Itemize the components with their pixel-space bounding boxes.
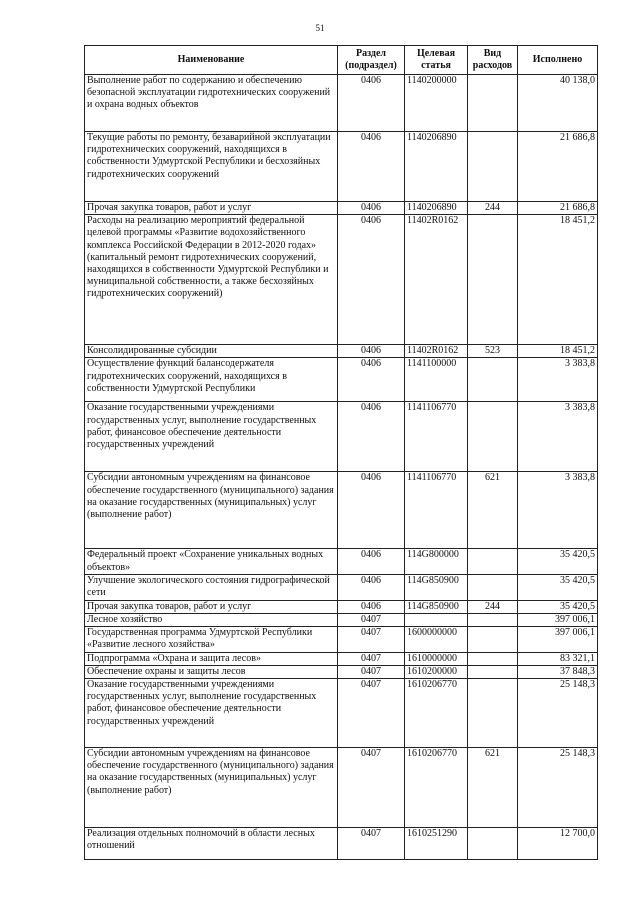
row-name: Выполнение работ по содержанию и обеспечению безопасной эксплуатации гидротехнических сооружений и охрана водных объектов <box>85 75 338 132</box>
row-amount: 3 383,8 <box>518 402 598 472</box>
table-row <box>85 132 598 202</box>
row-kind <box>468 75 518 132</box>
row-amount: 3 383,8 <box>518 472 598 549</box>
row-kind <box>468 574 518 600</box>
header-section: Раздел (подраздел) <box>338 46 405 75</box>
row-kind <box>468 549 518 574</box>
row-amount: 18 451,2 <box>518 215 598 345</box>
row-name: Консолидированные субсидии <box>85 345 338 358</box>
table-row <box>85 627 598 652</box>
row-name: Подпрограмма «Охрана и защита лесов» <box>85 652 338 665</box>
row-amount: 25 148,3 <box>518 679 598 748</box>
row-amount: 35 420,5 <box>518 574 598 600</box>
row-target: 1610206770 <box>405 748 468 828</box>
header-target: Целевая статья <box>405 46 468 75</box>
row-section: 0407 <box>338 665 405 678</box>
row-kind: 244 <box>468 600 518 613</box>
table-row <box>85 549 598 574</box>
row-section: 0406 <box>338 75 405 132</box>
row-name: Текущие работы по ремонту, безаварийной эксплуатации гидротехнических сооружений, находящихся в собственности Удмуртской Республики и бесхозяйных гидротехнических сооружений <box>85 132 338 202</box>
row-amount: 18 451,2 <box>518 345 598 358</box>
row-target: 1610251290 <box>405 828 468 860</box>
table-row <box>85 402 598 472</box>
row-name: Оказание государственными учреждениями государственных услуг, выполнение государственных работ, финансовое обеспечение деятельности государственных учреждений <box>85 402 338 472</box>
table-row <box>85 358 598 402</box>
row-section: 0406 <box>338 215 405 345</box>
row-amount: 397 006,1 <box>518 627 598 652</box>
row-target: 114G800000 <box>405 549 468 574</box>
table-row <box>85 665 598 678</box>
row-target: 1141106770 <box>405 472 468 549</box>
header-name: Наименование <box>85 46 338 75</box>
row-target: 114G850900 <box>405 574 468 600</box>
table-row <box>85 652 598 665</box>
table-row <box>85 679 598 748</box>
row-name: Обеспечение охраны и защиты лесов <box>85 665 338 678</box>
row-kind <box>468 614 518 627</box>
row-section: 0407 <box>338 748 405 828</box>
row-amount: 12 700,0 <box>518 828 598 860</box>
row-name: Прочая закупка товаров, работ и услуг <box>85 202 338 215</box>
table-row <box>85 75 598 132</box>
row-name: Оказание государственными учреждениями государственных услуг, выполнение государственных работ, финансовое обеспечение деятельности государственных учреждений <box>85 679 338 748</box>
row-name: Реализация отдельных полномочий в области лесных отношений <box>85 828 338 860</box>
row-target: 1600000000 <box>405 627 468 652</box>
row-amount: 21 686,8 <box>518 202 598 215</box>
row-amount: 35 420,5 <box>518 549 598 574</box>
table-row <box>85 828 598 860</box>
row-name: Осуществление функций балансодержателя гидротехнических сооружений, находящихся в собственности Удмуртской Республики <box>85 358 338 402</box>
row-amount: 25 148,3 <box>518 748 598 828</box>
row-kind <box>468 652 518 665</box>
row-kind: 621 <box>468 472 518 549</box>
row-kind <box>468 679 518 748</box>
row-kind <box>468 402 518 472</box>
row-section: 0406 <box>338 574 405 600</box>
row-section: 0407 <box>338 627 405 652</box>
table-header-row <box>85 46 598 75</box>
row-name: Субсидии автономным учреждениям на финансовое обеспечение государственного (муниципального) задания на оказание государственных (муниципальных) услуг (выполнение работ) <box>85 472 338 549</box>
row-name: Расходы на реализацию мероприятий федеральной целевой программы «Развитие водохозяйственного комплекса Российской Федерации в 2012-2020 годах» (капитальный ремонт гидротехнических сооружений, находящихся в собственности Удмуртской Республики и муниципальной собственности, а также бесхозяйных гидротехнических сооружений) <box>85 215 338 345</box>
row-amount: 40 138,0 <box>518 75 598 132</box>
row-section: 0406 <box>338 402 405 472</box>
table-row <box>85 215 598 345</box>
table-row <box>85 600 598 613</box>
row-name: Субсидии автономным учреждениям на финансовое обеспечение государственного (муниципального) задания на оказание государственных (муниципальных) услуг (выполнение работ) <box>85 748 338 828</box>
table-row <box>85 574 598 600</box>
row-section: 0407 <box>338 614 405 627</box>
row-section: 0406 <box>338 472 405 549</box>
row-section: 0406 <box>338 202 405 215</box>
row-target <box>405 614 468 627</box>
header-executed: Исполнено <box>518 46 598 75</box>
row-section: 0406 <box>338 132 405 202</box>
table-row <box>85 748 598 828</box>
row-section: 0406 <box>338 345 405 358</box>
row-section: 0407 <box>338 828 405 860</box>
row-target: 1610206770 <box>405 679 468 748</box>
row-section: 0406 <box>338 358 405 402</box>
expenditure-table <box>84 45 598 860</box>
row-kind <box>468 215 518 345</box>
row-kind: 523 <box>468 345 518 358</box>
row-target: 1140200000 <box>405 75 468 132</box>
row-kind <box>468 627 518 652</box>
row-kind <box>468 665 518 678</box>
row-target: 1610200000 <box>405 665 468 678</box>
row-amount: 3 383,8 <box>518 358 598 402</box>
row-target: 1610000000 <box>405 652 468 665</box>
table-row <box>85 345 598 358</box>
row-target: 1140206890 <box>405 132 468 202</box>
row-amount: 37 848,3 <box>518 665 598 678</box>
row-section: 0407 <box>338 679 405 748</box>
page-number: 51 <box>315 23 325 33</box>
row-section: 0406 <box>338 549 405 574</box>
row-target: 114G850900 <box>405 600 468 613</box>
header-kind: Вид расходов <box>468 46 518 75</box>
table-row <box>85 472 598 549</box>
table-row <box>85 202 598 215</box>
row-kind: 244 <box>468 202 518 215</box>
row-kind: 621 <box>468 748 518 828</box>
row-section: 0407 <box>338 652 405 665</box>
row-target: 11402R0162 <box>405 345 468 358</box>
row-kind <box>468 132 518 202</box>
row-target: 1140206890 <box>405 202 468 215</box>
row-target: 1141106770 <box>405 402 468 472</box>
row-kind <box>468 828 518 860</box>
row-name: Федеральный проект «Сохранение уникальных водных объектов» <box>85 549 338 574</box>
row-amount: 83 321,1 <box>518 652 598 665</box>
row-amount: 397 006,1 <box>518 614 598 627</box>
row-name: Улучшение экологического состояния гидрографической сети <box>85 574 338 600</box>
row-name: Прочая закупка товаров, работ и услуг <box>85 600 338 613</box>
table-row <box>85 614 598 627</box>
row-name: Лесное хозяйство <box>85 614 338 627</box>
row-target: 1141100000 <box>405 358 468 402</box>
row-amount: 35 420,5 <box>518 600 598 613</box>
row-kind <box>468 358 518 402</box>
row-name: Государственная программа Удмуртской Республики «Развитие лесного хозяйства» <box>85 627 338 652</box>
row-section: 0406 <box>338 600 405 613</box>
row-target: 11402R0162 <box>405 215 468 345</box>
row-amount: 21 686,8 <box>518 132 598 202</box>
